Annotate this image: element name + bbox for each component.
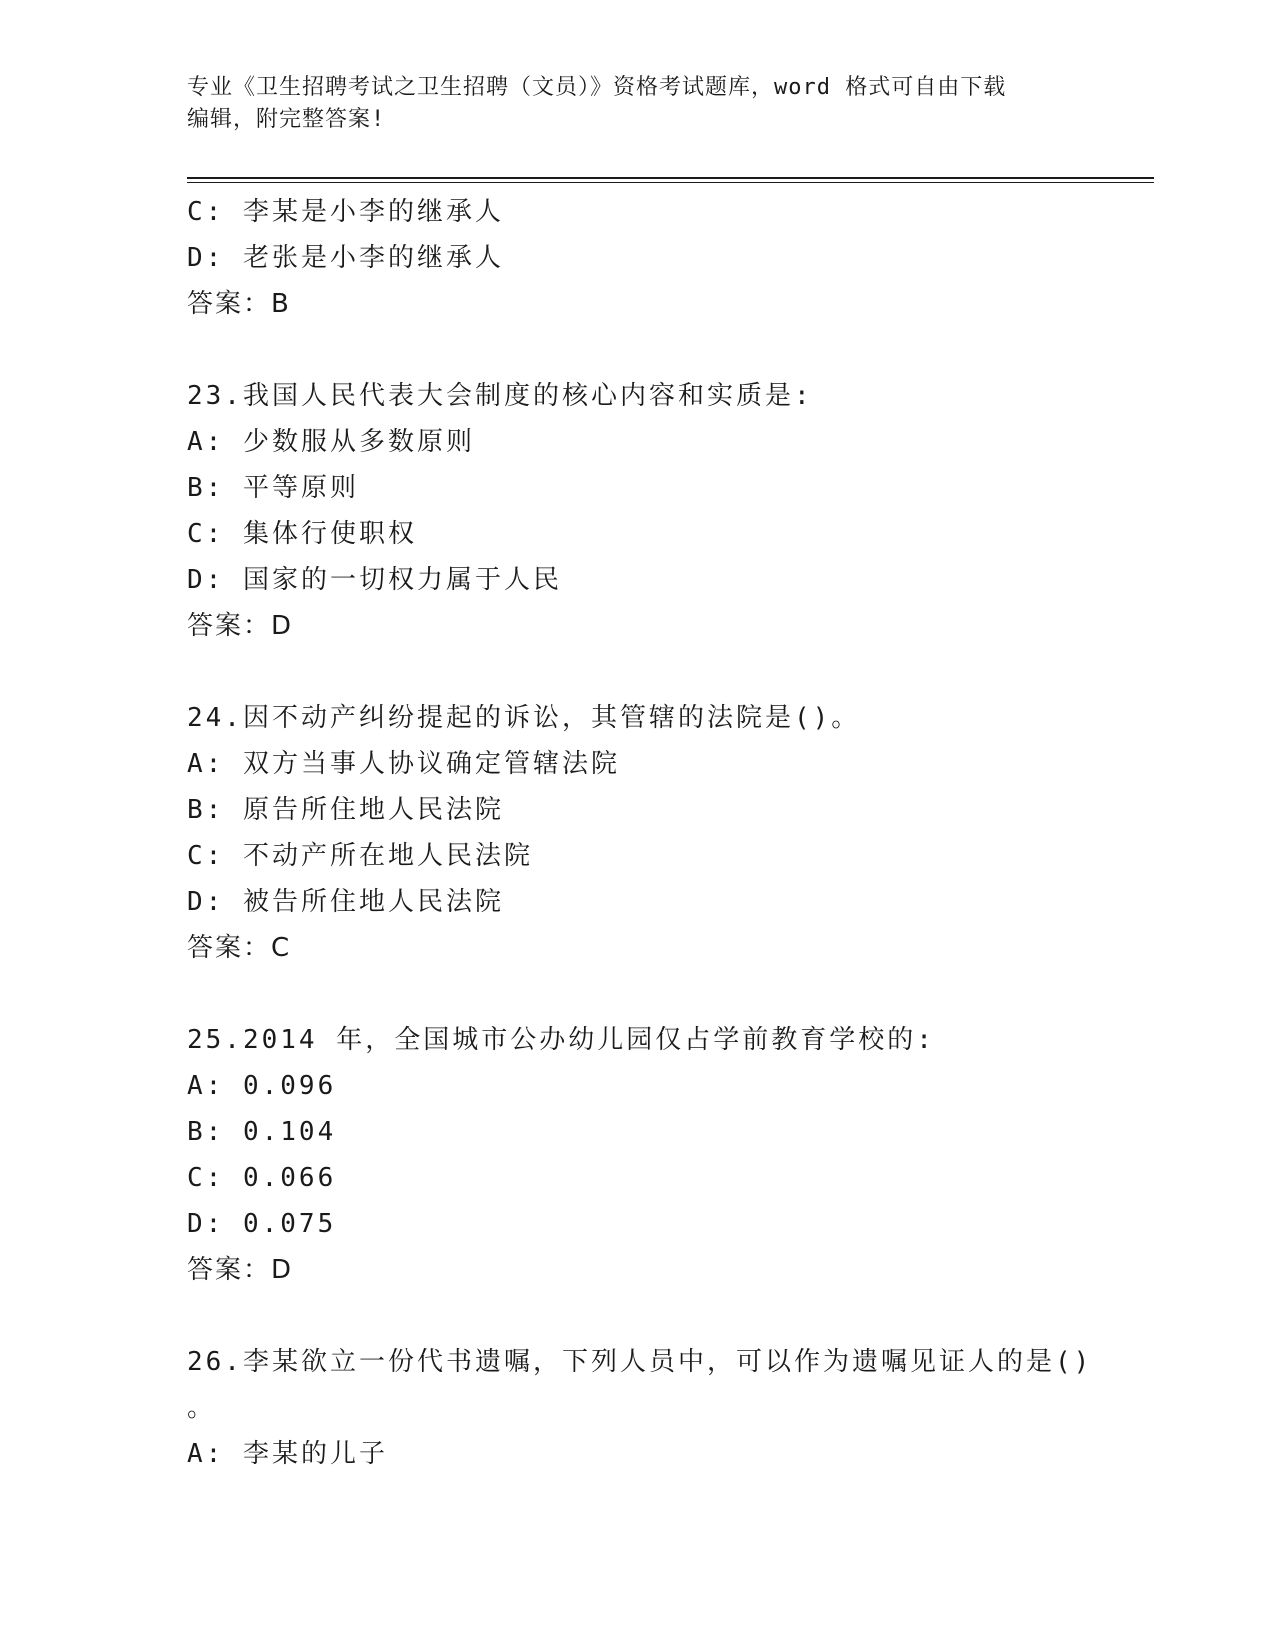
option-c: C: 不动产所在地人民法院 <box>187 841 533 871</box>
option-d: D: 老张是小李的继承人 <box>187 243 504 273</box>
option-a: A: 0.096 <box>187 1071 337 1101</box>
option-d: D: 国家的一切权力属于人民 <box>187 565 562 595</box>
option-c: C: 0.066 <box>187 1163 337 1193</box>
option-b: B: 0.104 <box>187 1117 337 1147</box>
option-c: C: 集体行使职权 <box>187 519 417 549</box>
document-header <box>187 72 1077 136</box>
question-26 <box>187 1339 1093 1477</box>
option-a: A: 少数服从多数原则 <box>187 427 475 457</box>
option-d: D: 0.075 <box>187 1209 337 1239</box>
question-24 <box>187 695 1087 971</box>
spacer <box>187 649 1087 695</box>
option-a: A: 双方当事人协议确定管辖法院 <box>187 749 620 779</box>
option-d: D: 被告所住地人民法院 <box>187 887 504 917</box>
question-25 <box>187 1017 1087 1293</box>
option-b: B: 原告所住地人民法院 <box>187 795 504 825</box>
answer: 答案：B <box>187 289 291 319</box>
header-line-2: 编辑，附完整答案! <box>187 107 386 132</box>
answer: 答案：C <box>187 933 292 963</box>
spacer <box>187 327 1087 373</box>
question-text-line-1: 26.李某欲立一份代书遗嘱，下列人员中，可以作为遗嘱见证人的是() <box>187 1347 1093 1377</box>
option-b: B: 平等原则 <box>187 473 359 503</box>
option-a: A: 李某的儿子 <box>187 1439 388 1469</box>
question-text: 25.2014 年，全国城市公办幼儿园仅占学前教育学校的: <box>187 1025 935 1055</box>
question-list <box>187 189 1093 1477</box>
header-divider-thick <box>187 177 1154 179</box>
question-23 <box>187 373 1087 649</box>
header-line-1: 专业《卫生招聘考试之卫生招聘（文员）》资格考试题库，word 格式可自由下载 <box>187 75 1007 100</box>
spacer <box>187 1293 1087 1339</box>
spacer <box>187 971 1087 1017</box>
answer: 答案：D <box>187 611 294 641</box>
question-text-line-2: 。 <box>187 1393 217 1423</box>
question-text: 24.因不动产纠纷提起的诉讼，其管辖的法院是()。 <box>187 703 861 733</box>
answer: 答案：D <box>187 1255 294 1285</box>
header-divider-thin <box>187 182 1154 183</box>
question-22 <box>187 189 1087 327</box>
option-c: C: 李某是小李的继承人 <box>187 197 504 227</box>
question-text: 23.我国人民代表大会制度的核心内容和实质是: <box>187 381 813 411</box>
